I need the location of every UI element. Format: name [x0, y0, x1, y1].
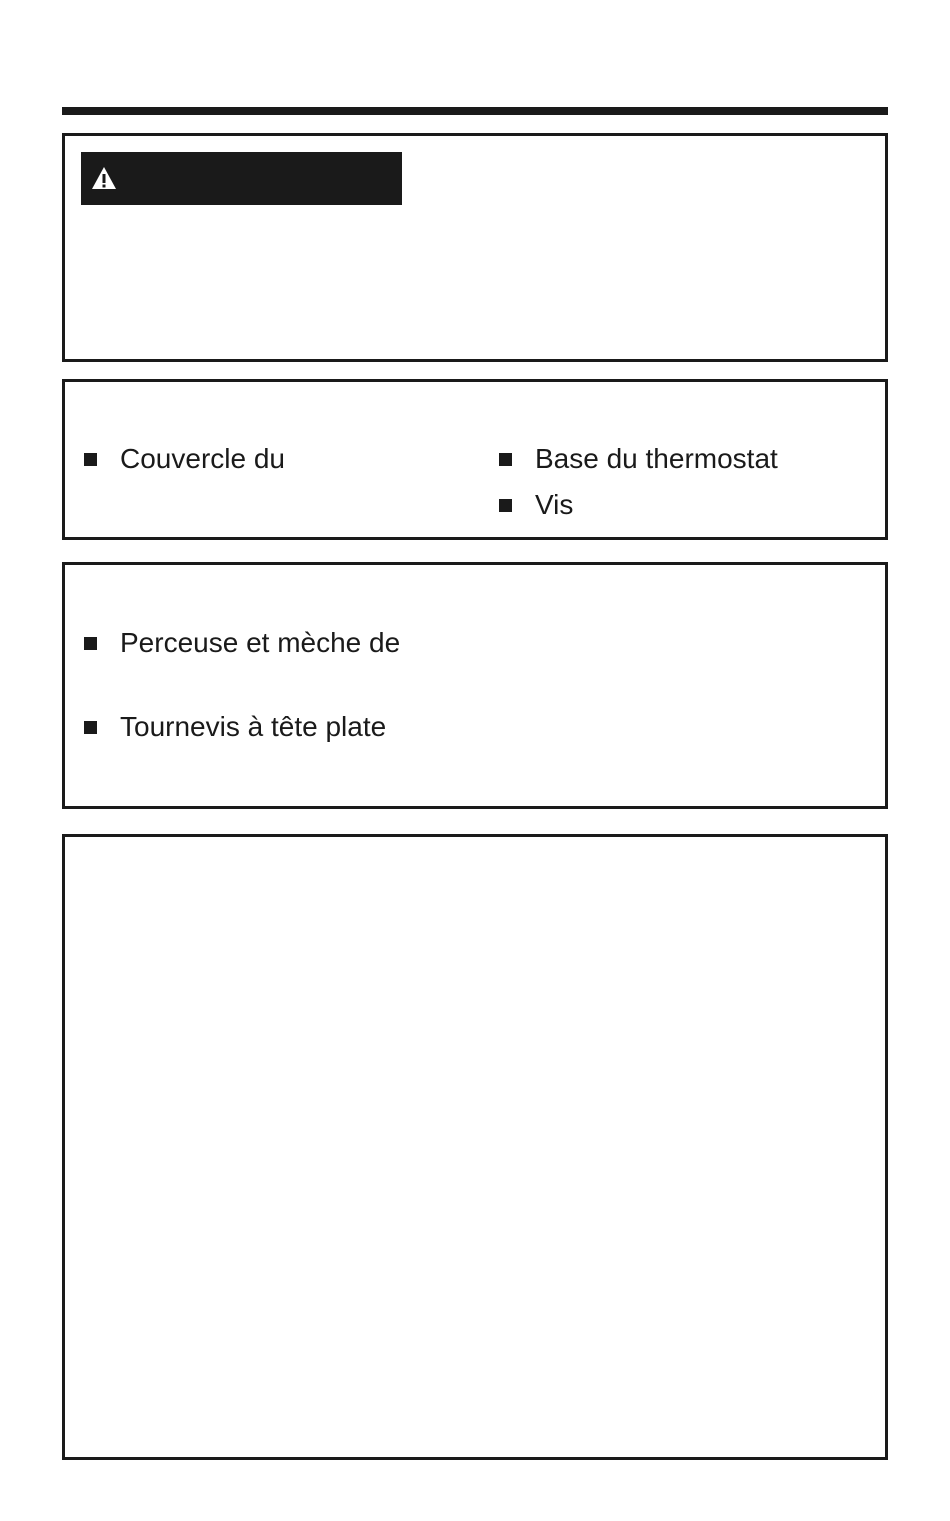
top-rule — [62, 107, 888, 115]
tools-box — [62, 562, 888, 809]
parts-box — [62, 379, 888, 540]
illustration-box — [62, 834, 888, 1460]
bullet-square-icon — [84, 637, 97, 650]
warning-box — [62, 133, 888, 362]
bullet-square-icon — [84, 453, 97, 466]
bullet-square-icon — [499, 453, 512, 466]
tool-label: Tournevis à tête plate — [120, 711, 387, 742]
warning-triangle-icon — [91, 166, 117, 190]
part-label: Couvercle du — [120, 443, 285, 474]
part-label: Base du thermostat — [535, 443, 778, 474]
bullet-square-icon — [84, 721, 97, 734]
tool-label: Perceuse et mèche de — [120, 627, 401, 658]
bullet-square-icon — [499, 499, 512, 512]
part-label: Vis — [535, 489, 574, 520]
warning-banner — [81, 152, 402, 205]
